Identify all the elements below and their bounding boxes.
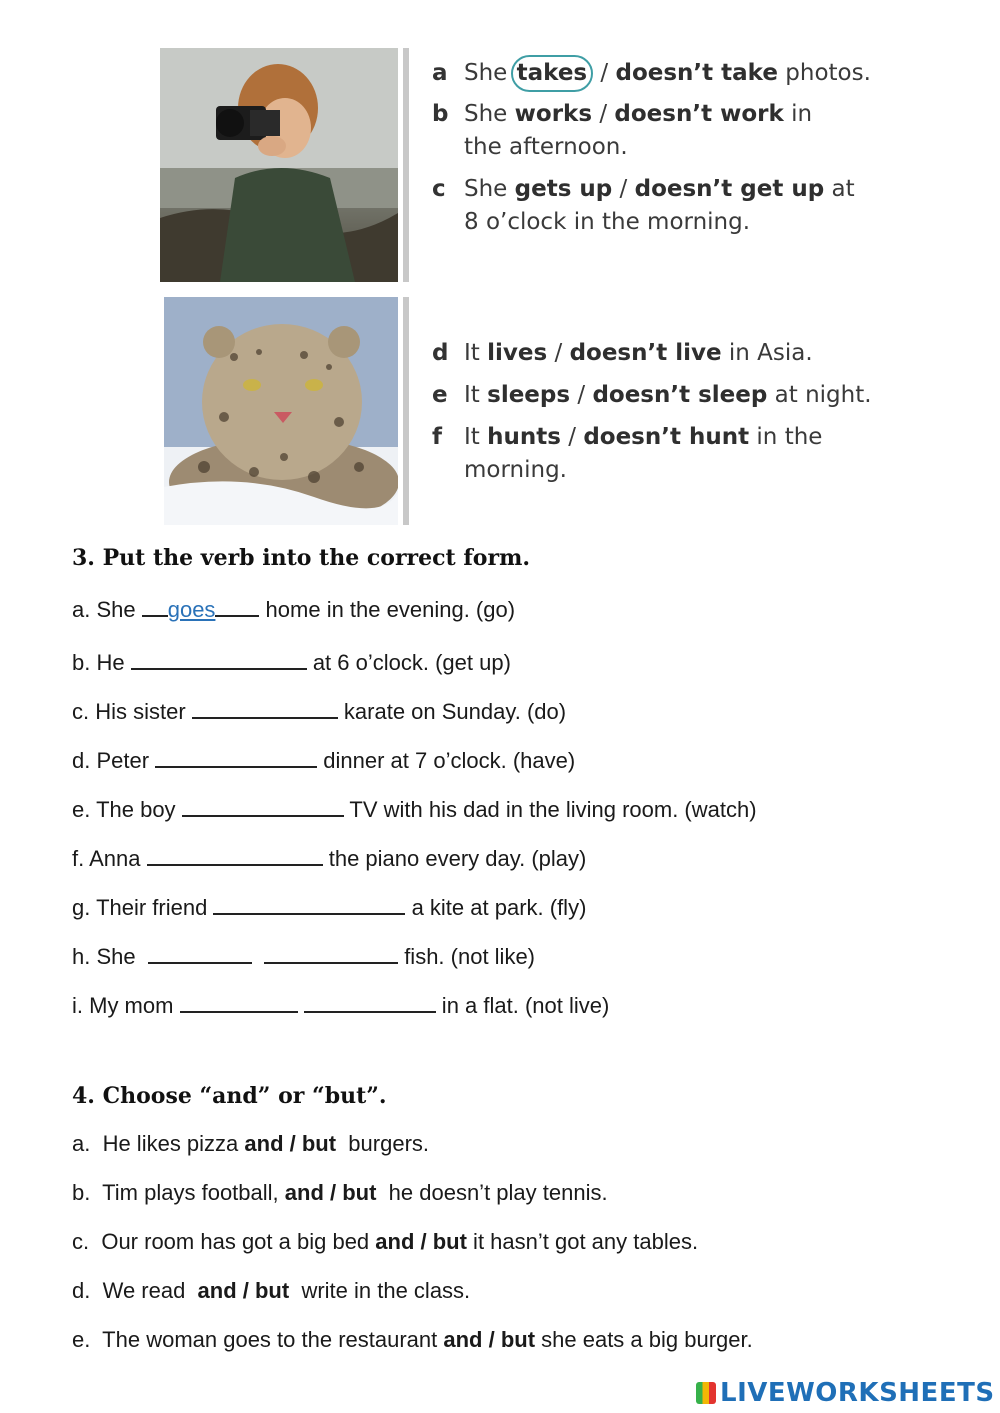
answer-input[interactable] [155, 748, 317, 768]
answer-input[interactable] [182, 797, 344, 817]
ex3-row-c: c. His sister karate on Sunday. (do) [72, 699, 567, 724]
snow-leopard-photo [164, 297, 398, 525]
photographer-illustration [160, 48, 398, 282]
ex4-row-a: a. He likes pizza and / but burgers. [72, 1131, 430, 1156]
ex3-row-e: e. The boy TV with his dad in the living room. (watch) [72, 797, 757, 822]
and-but-choice[interactable]: and / but [244, 1131, 337, 1156]
ex4-row-e: e. The woman goes to the restaurant and / but she eats a big burger. [72, 1327, 753, 1352]
answer-input[interactable] [147, 846, 323, 866]
exercise-4-heading: 4. Choose “and” or “but”. [72, 1083, 387, 1109]
liveworksheets-logo: LIVEWORKSHEETS [696, 1378, 995, 1408]
and-but-choice[interactable]: and / but [375, 1229, 467, 1254]
divider [403, 297, 409, 525]
ex4-row-b: b. Tim plays football, and / but he doesn’t play tennis. [72, 1180, 608, 1205]
statement-d: d It lives / doesn’t live in Asia. [432, 340, 813, 366]
ex3-row-g: g. Their friend a kite at park. (fly) [72, 895, 587, 920]
photographer-photo [160, 48, 398, 282]
statement-e: e It sleeps / doesn’t sleep at night. [432, 382, 872, 408]
ex4-row-d: d. We read and / but write in the class. [72, 1278, 471, 1303]
statement-b: b She works / doesn’t work in the afternoon. [432, 101, 813, 160]
ex4-row-c: c. Our room has got a big bed and / but it hasn’t got any tables. [72, 1229, 699, 1254]
answer-input[interactable] [192, 699, 338, 719]
ex3-row-f: f. Anna the piano every day. (play) [72, 846, 587, 871]
divider [403, 48, 409, 282]
statement-f: f It hunts / doesn’t hunt in the morning. [432, 424, 823, 483]
circled-answer: takes [511, 55, 593, 92]
answer-input[interactable] [304, 993, 436, 1013]
statement-c: c She gets up / doesn’t get up at 8 o’clock in the morning. [432, 176, 855, 235]
exercise-3-heading: 3. Put the verb into the correct form. [72, 545, 531, 571]
and-but-choice[interactable]: and / but [284, 1180, 377, 1205]
answer-input[interactable] [148, 944, 252, 964]
ex3-row-h: h. She fish. (not like) [72, 944, 536, 969]
ex3-row-b: b. He at 6 o’clock. (get up) [72, 650, 511, 675]
and-but-choice[interactable]: and / but [443, 1327, 536, 1352]
answer-input[interactable]: goes [167, 597, 216, 622]
ex3-row-i: i. My mom in a flat. (not live) [72, 993, 610, 1018]
answer-input[interactable] [131, 650, 307, 670]
answer-input[interactable] [264, 944, 398, 964]
statement-a: a She takes / doesn’t take photos. [432, 55, 902, 92]
ex3-row-d: d. Peter dinner at 7 o’clock. (have) [72, 748, 576, 773]
answer-input[interactable] [213, 895, 405, 915]
snow-leopard-illustration [164, 297, 398, 525]
answer-input[interactable] [180, 993, 298, 1013]
ex3-row-a: a. She goes home in the evening. (go) [72, 597, 516, 622]
and-but-choice[interactable]: and / but [197, 1278, 290, 1303]
logo-icon [696, 1382, 716, 1404]
